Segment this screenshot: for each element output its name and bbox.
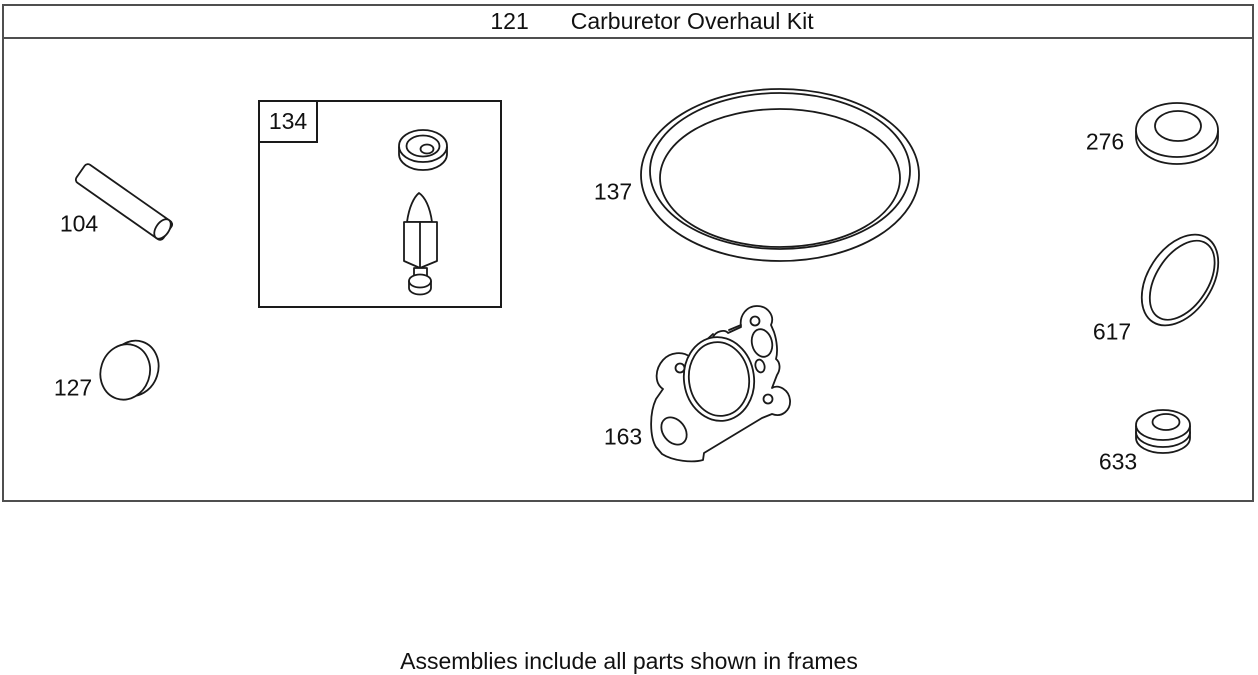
part-label-633: 633 <box>1098 448 1138 475</box>
part-label-104: 104 <box>59 210 99 237</box>
carburetor-gasket-drawing <box>651 306 790 461</box>
seal-washer-drawing <box>1136 410 1190 453</box>
needle-valve-drawing <box>404 193 437 295</box>
part-label-276: 276 <box>1085 128 1125 155</box>
welch-plug-drawing <box>93 332 165 408</box>
valve-seat-drawing <box>399 130 447 170</box>
flat-washer-drawing <box>1136 103 1218 164</box>
kit-item-number: 121 <box>490 8 529 34</box>
assembly-note: Assemblies include all parts shown in frames <box>400 648 858 674</box>
part-label-134: 134 <box>268 108 308 134</box>
large-o-ring-drawing <box>641 89 919 261</box>
part-label-617: 617 <box>1092 318 1132 345</box>
part-label-127: 127 <box>53 374 93 401</box>
kit-title: Carburetor Overhaul Kit <box>570 8 814 34</box>
part-label-163: 163 <box>603 423 643 450</box>
part-label-137: 137 <box>593 178 633 205</box>
small-o-ring-drawing <box>1126 221 1234 340</box>
